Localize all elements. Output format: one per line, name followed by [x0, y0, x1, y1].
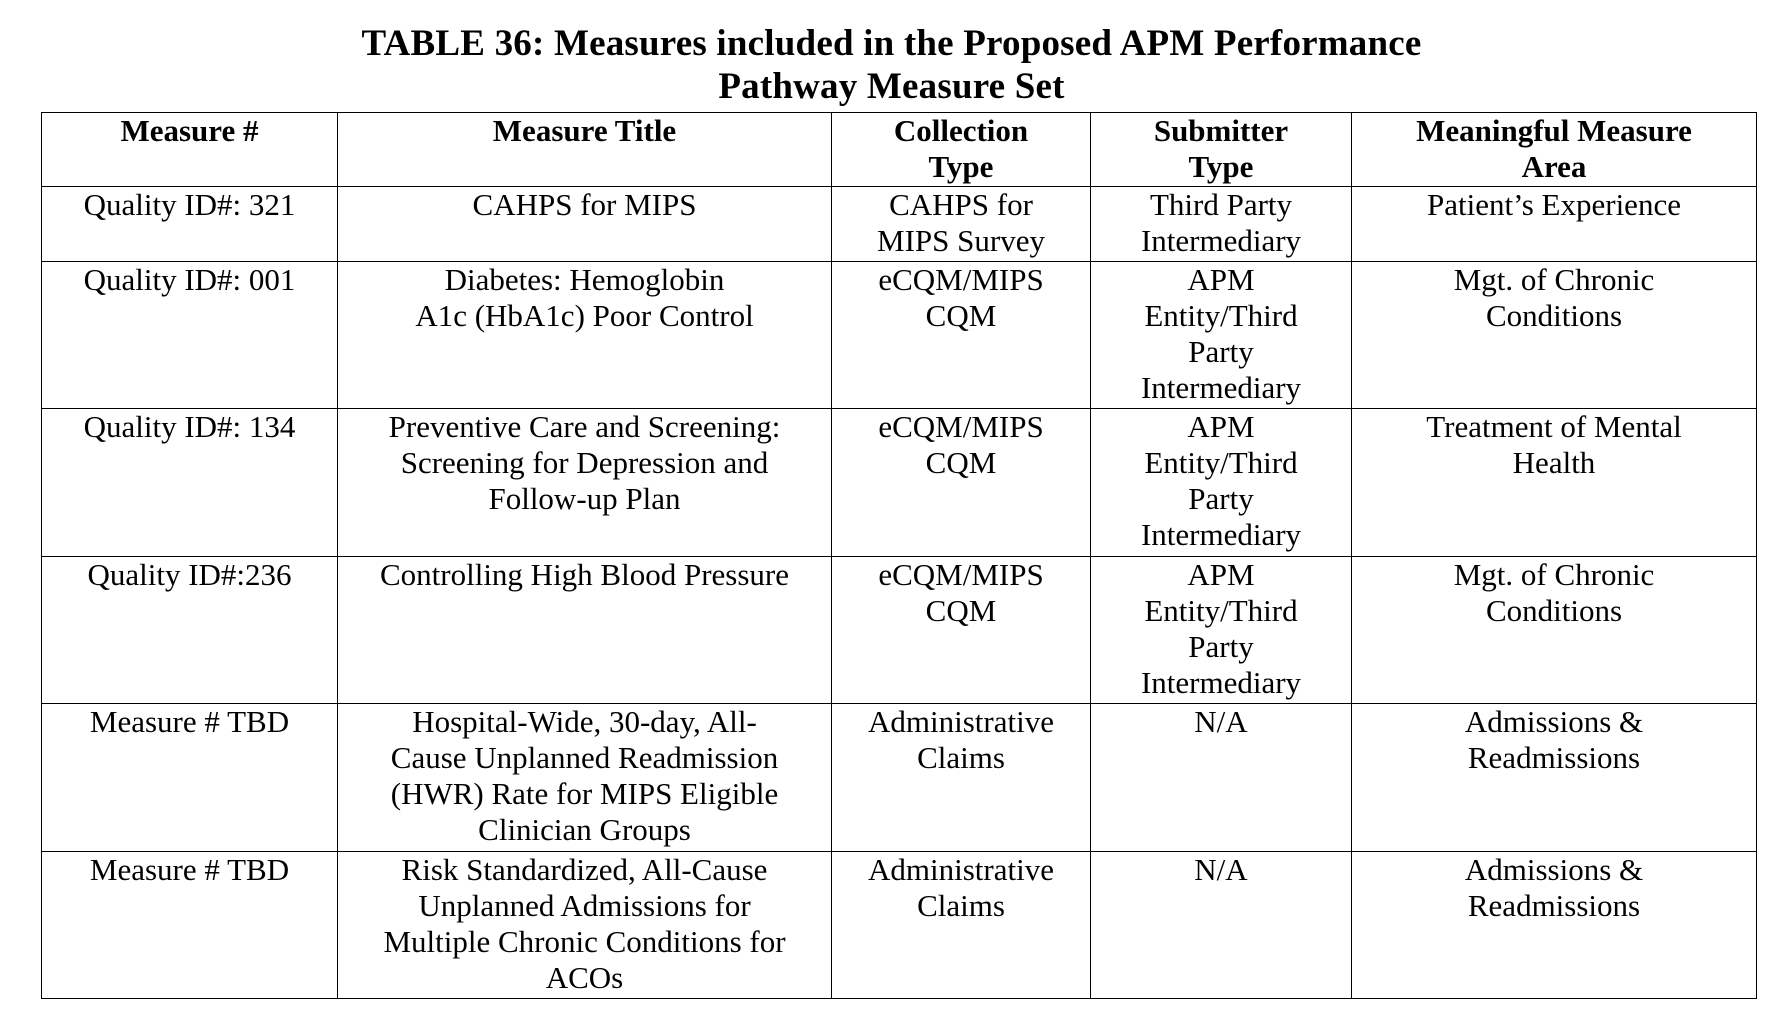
cell-text: Party [1188, 334, 1254, 369]
cell-text: N/A [1194, 852, 1248, 887]
cell-text: Unplanned Admissions for [418, 888, 751, 923]
cell-text: Admissions & [1464, 704, 1644, 739]
cell-text: Administrative [868, 852, 1054, 887]
cell-text: Risk Standardized, All-Cause [401, 852, 768, 887]
cell-text: eCQM/MIPS [878, 262, 1044, 297]
cell-measure-title [338, 262, 832, 409]
cell-measure-number [42, 557, 338, 704]
cell-text: Cause Unplanned Readmission [390, 740, 779, 775]
cell-text: APM [1187, 409, 1255, 444]
cell-text: CQM [925, 298, 997, 333]
cell-text: Hospital-Wide, 30-day, All- [412, 704, 757, 739]
cell-text: MIPS Survey [877, 223, 1045, 258]
cell-text: Conditions [1485, 593, 1623, 628]
cell-submitter-type [1091, 262, 1352, 409]
cell-text: eCQM/MIPS [878, 409, 1044, 444]
cell-meaningful-measure-area [1352, 852, 1757, 999]
cell-text: ACOs [545, 960, 624, 995]
table-title-line-2: Pathway Measure Set [718, 66, 1065, 107]
header-text: Measure Title [492, 113, 677, 148]
cell-meaningful-measure-area [1352, 187, 1757, 262]
cell-collection-type [832, 262, 1091, 409]
header-measure-title [338, 113, 832, 187]
cell-text: Entity/Third [1144, 298, 1298, 333]
cell-text: N/A [1194, 704, 1248, 739]
cell-text: Diabetes: Hemoglobin [444, 262, 725, 297]
table-title [0, 22, 1783, 108]
cell-text: Multiple Chronic Conditions for [383, 924, 786, 959]
cell-text: CAHPS for [889, 187, 1033, 222]
cell-collection-type [832, 187, 1091, 262]
table-body [42, 187, 1757, 999]
cell-measure-number [42, 187, 338, 262]
cell-text: A1c (HbA1c) Poor Control [415, 298, 754, 333]
cell-text: Admissions & [1464, 852, 1644, 887]
cell-submitter-type [1091, 409, 1352, 557]
cell-meaningful-measure-area [1352, 704, 1757, 852]
header-text: Type [928, 149, 994, 184]
cell-measure-number [42, 409, 338, 557]
cell-measure-title [338, 409, 832, 557]
header-meaningful-measure-area [1352, 113, 1757, 187]
cell-text: CQM [925, 445, 997, 480]
cell-text: Quality ID#: 321 [83, 187, 296, 222]
header-text: Collection [893, 113, 1029, 148]
cell-text: Administrative [868, 704, 1054, 739]
cell-text: Health [1512, 445, 1596, 480]
cell-text: (HWR) Rate for MIPS Eligible [390, 776, 779, 811]
cell-collection-type [832, 852, 1091, 999]
cell-text: Measure # TBD [89, 704, 290, 739]
header-submitter-type [1091, 113, 1352, 187]
cell-submitter-type [1091, 852, 1352, 999]
header-row [42, 113, 1757, 187]
cell-text: Follow-up Plan [488, 481, 681, 516]
header-text: Measure # [120, 113, 259, 148]
cell-text: Mgt. of Chronic [1453, 557, 1655, 592]
cell-collection-type [832, 704, 1091, 852]
cell-text: APM [1187, 557, 1255, 592]
cell-text: Party [1188, 481, 1254, 516]
header-collection-type [832, 113, 1091, 187]
cell-text: Conditions [1485, 298, 1623, 333]
cell-text: CAHPS for MIPS [472, 187, 697, 222]
header-text: Type [1188, 149, 1254, 184]
header-measure-number [42, 113, 338, 187]
cell-text: Claims [917, 888, 1005, 923]
cell-measure-number [42, 704, 338, 852]
cell-measure-number [42, 852, 338, 999]
cell-text: Measure # TBD [89, 852, 290, 887]
cell-text: APM [1187, 262, 1255, 297]
cell-measure-title [338, 704, 832, 852]
cell-collection-type [832, 409, 1091, 557]
cell-submitter-type [1091, 187, 1352, 262]
table-row [42, 704, 1757, 852]
cell-text: Readmissions [1467, 888, 1641, 923]
cell-text: Quality ID#: 134 [83, 409, 296, 444]
cell-text: Intermediary [1140, 517, 1302, 552]
cell-text: Quality ID#: 001 [83, 262, 296, 297]
cell-text: eCQM/MIPS [878, 557, 1044, 592]
cell-measure-title [338, 852, 832, 999]
cell-submitter-type [1091, 704, 1352, 852]
cell-text: Entity/Third [1144, 445, 1298, 480]
cell-text: Intermediary [1140, 223, 1302, 258]
measures-table [41, 112, 1757, 999]
cell-submitter-type [1091, 557, 1352, 704]
table-row [42, 187, 1757, 262]
cell-text: Claims [917, 740, 1005, 775]
cell-text: Intermediary [1140, 370, 1302, 405]
cell-meaningful-measure-area [1352, 409, 1757, 557]
table-row [42, 409, 1757, 557]
cell-text: Readmissions [1467, 740, 1641, 775]
header-text: Area [1521, 149, 1587, 184]
cell-text: Mgt. of Chronic [1453, 262, 1655, 297]
table-row [42, 852, 1757, 999]
cell-text: Treatment of Mental [1426, 409, 1682, 444]
cell-text: Intermediary [1140, 665, 1302, 700]
table-row [42, 557, 1757, 704]
header-text: Meaningful Measure [1416, 113, 1692, 148]
cell-measure-title [338, 557, 832, 704]
cell-text: Party [1188, 629, 1254, 664]
cell-text: CQM [925, 593, 997, 628]
cell-text: Patient’s Experience [1427, 187, 1681, 222]
cell-measure-title [338, 187, 832, 262]
cell-text: Controlling High Blood Pressure [379, 557, 790, 592]
cell-text: Quality ID#:236 [87, 557, 292, 592]
header-text: Submitter [1153, 113, 1289, 148]
cell-text: Screening for Depression and [400, 445, 769, 480]
cell-text: Clinician Groups [478, 812, 691, 847]
table-row [42, 262, 1757, 409]
cell-text: Third Party [1149, 187, 1293, 222]
cell-meaningful-measure-area [1352, 262, 1757, 409]
cell-measure-number [42, 262, 338, 409]
cell-meaningful-measure-area [1352, 557, 1757, 704]
cell-collection-type [832, 557, 1091, 704]
table-title-line-1: TABLE 36: Measures included in the Proposed APM Performance [361, 23, 1422, 64]
cell-text: Preventive Care and Screening: [388, 409, 781, 444]
cell-text: Entity/Third [1144, 593, 1298, 628]
